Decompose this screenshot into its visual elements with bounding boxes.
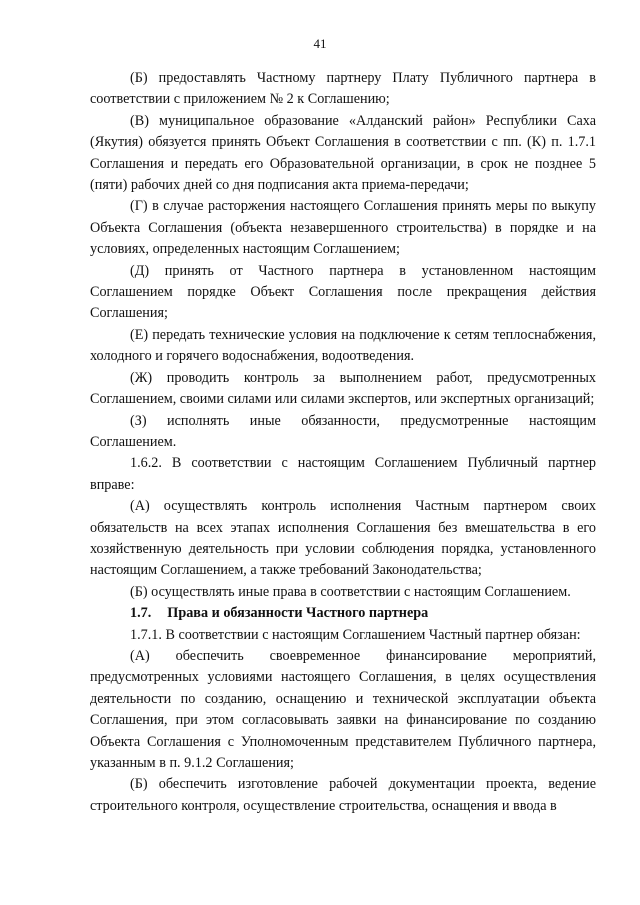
paragraph-z-other-duties: (З) исполнять иные обязанности, предусмотренные настоящим Соглашением. xyxy=(90,412,596,450)
paragraph-g-termination: (Г) в случае расторжения настоящего Соглашения принять меры по выкупу Объекта Соглашения (объекта незавершенного строительства) в порядке и на условиях, определенных настоящим Соглашением; xyxy=(90,198,596,258)
paragraph-d-accept-after-termination: (Д) принять от Частного партнера в установленном настоящим Соглашением порядке Объект Соглашения после прекращения действия Соглашения; xyxy=(90,262,596,322)
paragraph-b-other-rights: (Б) осуществлять иные права в соответствии с настоящим Соглашением. xyxy=(130,583,571,600)
paragraph-b-documentation: (Б) обеспечить изготовление рабочей документации проекта, ведение строительного контроля, осуществление строительства, оснащения и ввода в xyxy=(90,776,596,814)
clause-1-7-1: 1.7.1. В соответствии с настоящим Соглашением Частный партнер обязан: xyxy=(130,626,581,643)
document-body xyxy=(90,68,596,817)
paragraph-b-payment: (Б) предоставлять Частному партнеру Плату Публичного партнера в соответствии с приложением № 2 к Соглашению; xyxy=(90,70,596,108)
section-number: 1.7. xyxy=(130,605,152,622)
paragraph-a-financing: (А) обеспечить своевременное финансирование мероприятий, предусмотренных условиями настоящего Соглашения, в целях осуществления деятельности по созданию, оснащению и технической эксплуатации объекта Соглашения, при этом согласовывать заявки на финансирование по созданию Объекта Соглашения с Уполномоченным представителем Публичного партнера, указанным в п. 9.1.2 Соглашения; xyxy=(90,647,596,771)
page-number: 41 xyxy=(313,36,327,51)
paragraph-v-accept-object: (В) муниципальное образование «Алданский район» Республики Саха (Якутия) обязуется принять Объект Соглашения в соответствии с пп. (К) п. 1.7.1 Соглашения и передать его Образовательной организации, в срок не позднее 5 (пяти) рабочих дней со дня подписания акта приема-передачи; xyxy=(90,112,596,194)
paragraph-zh-control: (Ж) проводить контроль за выполнением работ, предусмотренных Соглашением, своими силами или силами экспертов, или экспертных организаций; xyxy=(90,369,596,408)
section-title: Права и обязанности Частного партнера xyxy=(167,605,429,622)
paragraph-a-control-obligations: (А) осуществлять контроль исполнения Частным партнером своих обязательств на всех этапах исполнения Соглашения без вмешательства в его хозяйственную деятельность при условии соблюдения порядка, установленного настоящим Соглашением, а также требований Законодательства; xyxy=(90,498,596,579)
clause-1-6-2: 1.6.2. В соответствии с настоящим Соглашением Публичный партнер вправе: xyxy=(90,455,596,493)
paragraph-e-technical-conditions: (Е) передать технические условия на подключение к сетям теплоснабжения, холодного и горячего водоснабжения, водоотведения. xyxy=(90,326,596,365)
section-heading xyxy=(90,603,596,624)
